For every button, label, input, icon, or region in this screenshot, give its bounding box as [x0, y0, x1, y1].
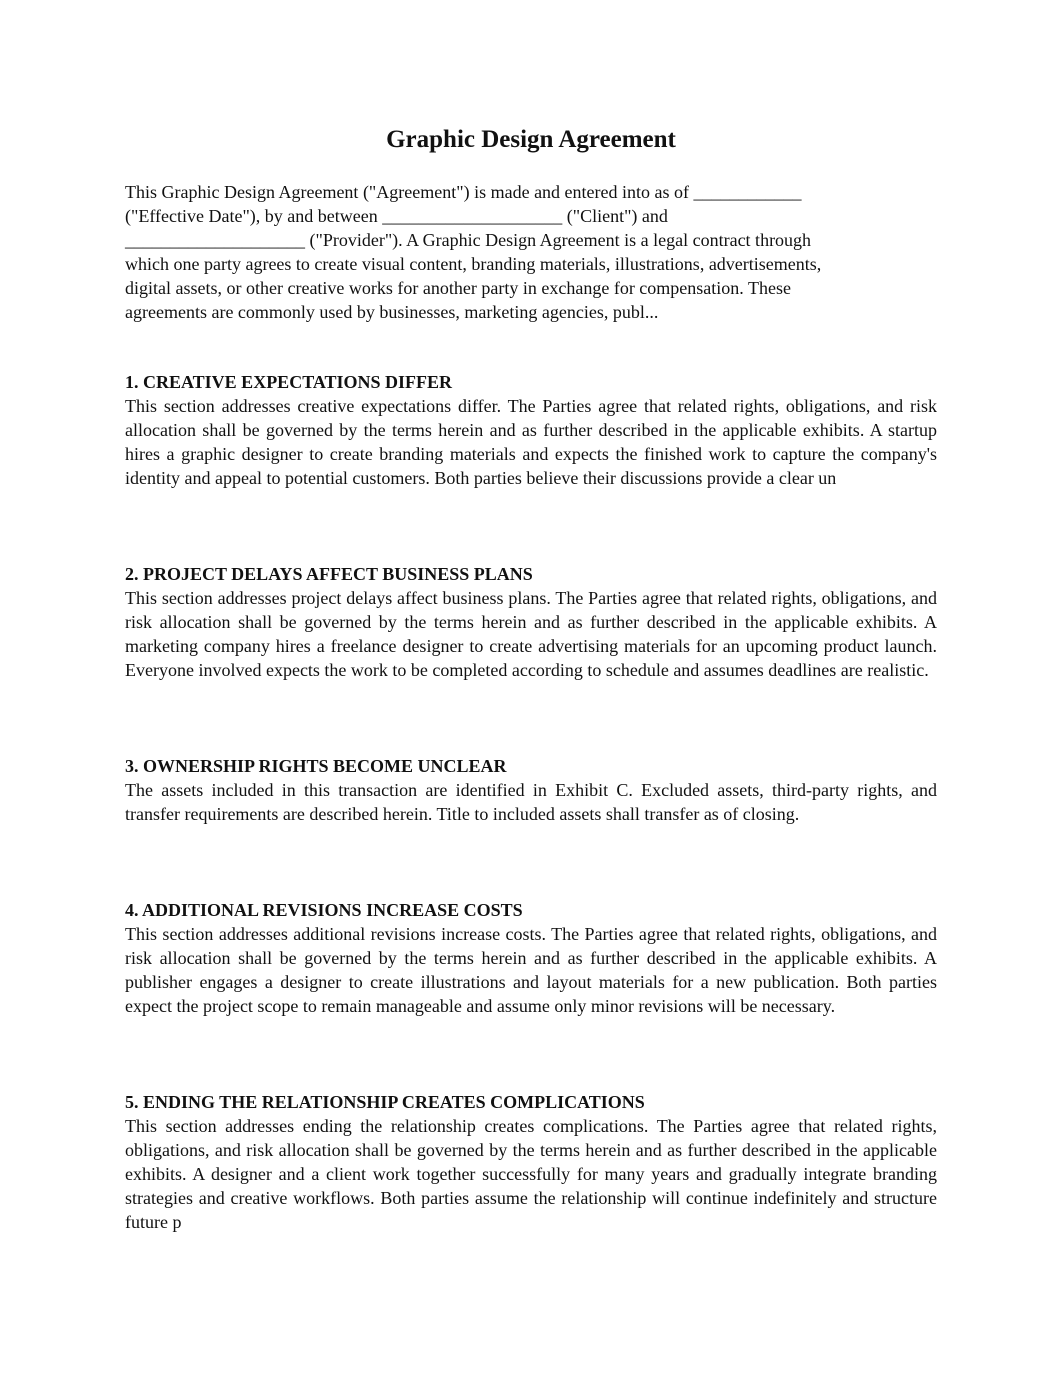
intro-line: This Graphic Design Agreement ("Agreement") is made and entered into as of ____________ — [125, 182, 802, 202]
intro-line: agreements are commonly used by businesses, marketing agencies, publ... — [125, 302, 659, 322]
section-heading: 2. PROJECT DELAYS AFFECT BUSINESS PLANS — [125, 564, 533, 584]
section-ending-relationship — [125, 1090, 937, 1234]
intro-line: digital assets, or other creative works for another party in exchange for compensation. These — [125, 278, 791, 298]
intro-line: ("Effective Date"), by and between ____________________ ("Client") and — [125, 206, 668, 226]
section-body: The assets included in this transaction are identified in Exhibit C. Excluded assets, third-party rights, and transfer requirements are described herein. Title to included assets shall transfer as of closing. — [125, 780, 937, 824]
section-body: This section addresses creative expectations differ. The Parties agree that related rights, obligations, and risk allocation shall be governed by the terms herein and as further described in the applicable exhibits. A startup hires a graphic designer to create branding materials and expects the finished work to capture the company's identity and appeal to potential customers. Both parties believe their discussions provide a clear un — [125, 396, 937, 488]
section-heading: 4. ADDITIONAL REVISIONS INCREASE COSTS — [125, 900, 523, 920]
intro-paragraph — [125, 180, 937, 324]
section-ownership-rights — [125, 754, 937, 826]
intro-line: ____________________ ("Provider"). A Graphic Design Agreement is a legal contract through — [125, 230, 812, 250]
section-body: This section addresses project delays affect business plans. The Parties agree that related rights, obligations, and risk allocation shall be governed by the terms herein and as further described in the applicable exhibits. A marketing company hires a freelance designer to create advertising materials for an upcoming product launch. Everyone involved expects the work to be completed according to schedule and assumes deadlines are realistic. — [125, 588, 937, 680]
section-creative-expectations — [125, 370, 937, 490]
section-heading: 5. ENDING THE RELATIONSHIP CREATES COMPLICATIONS — [125, 1092, 645, 1112]
section-heading: 3. OWNERSHIP RIGHTS BECOME UNCLEAR — [125, 756, 507, 776]
document-title: Graphic Design Agreement — [386, 126, 676, 153]
section-heading: 1. CREATIVE EXPECTATIONS DIFFER — [125, 372, 453, 392]
section-additional-revisions — [125, 898, 937, 1018]
section-body: This section addresses ending the relationship creates complications. The Parties agree that related rights, obligations, and risk allocation shall be governed by the terms herein and as further described in the applicable exhibits. A designer and a client work together successfully for many years and gradually integrate branding strategies and creative workflows. Both parties assume the relationship will continue indefinitely and structure future p — [125, 1116, 937, 1232]
intro-line: which one party agrees to create visual content, branding materials, illustrations, advertisements, — [125, 254, 822, 274]
section-project-delays — [125, 562, 937, 682]
section-body: This section addresses additional revisions increase costs. The Parties agree that related rights, obligations, and risk allocation shall be governed by the terms herein and as further described in the applicable exhibits. A publisher engages a designer to create illustrations and layout materials for a new publication. Both parties expect the project scope to remain manageable and assume only minor revisions will be necessary. — [125, 924, 937, 1016]
